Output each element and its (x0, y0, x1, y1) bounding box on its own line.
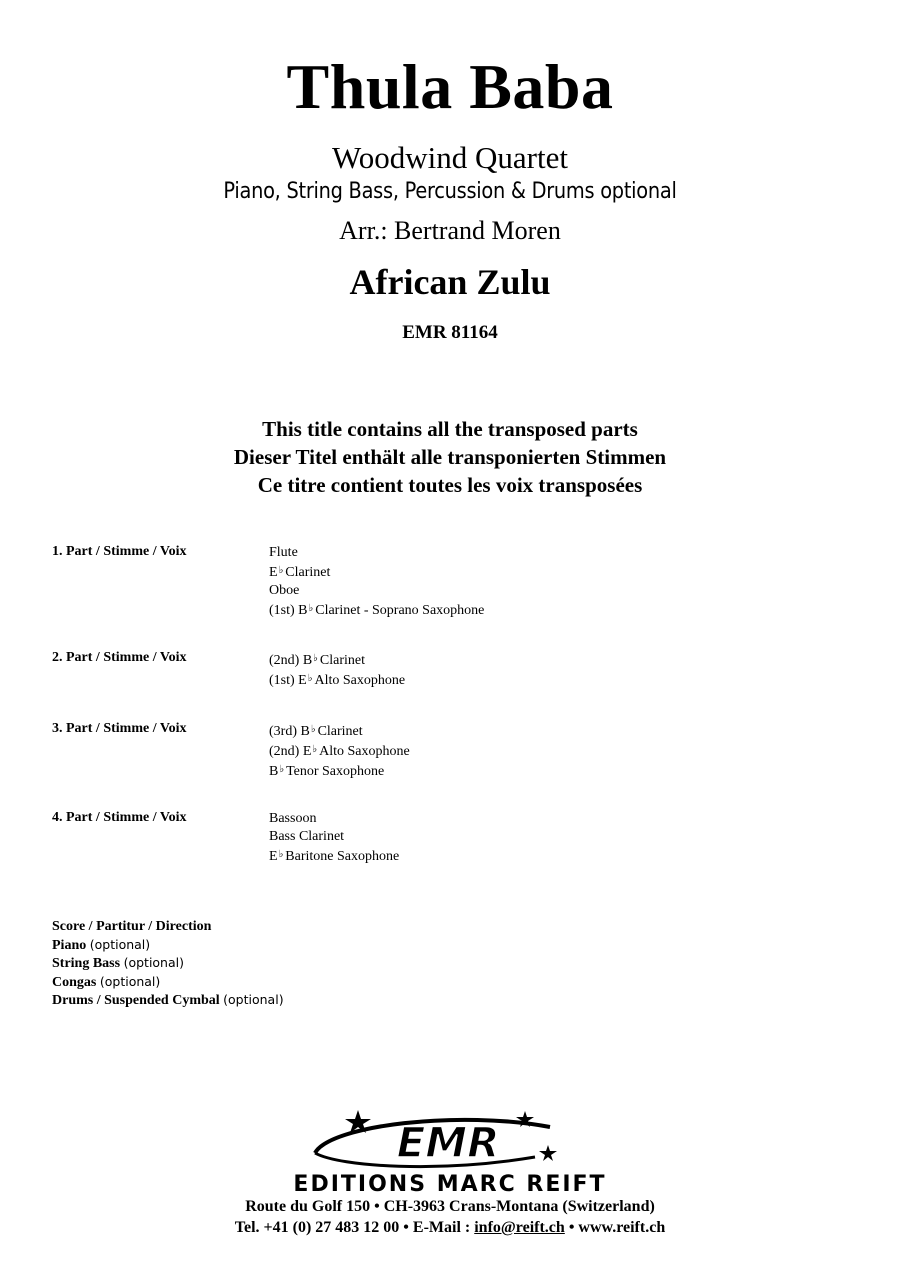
instrument-item (269, 846, 399, 866)
instrument-name: Alto Saxophone (319, 744, 410, 759)
publisher-contact (0, 1219, 900, 1237)
flat-symbol: ♭ (307, 673, 313, 684)
notice-french: Ce titre contient toutes les voix transposées (257, 473, 643, 497)
flat-symbol: ♭ (308, 603, 314, 614)
instrument-item (269, 600, 484, 620)
instrument-order: (2nd) (269, 653, 303, 668)
part-label: 1. Part / Stimme / Voix (52, 544, 187, 559)
optional-note: (optional) (99, 973, 161, 989)
page-title: Thula Baba (286, 51, 614, 122)
flat-symbol: ♭ (278, 849, 284, 860)
instrument-item (269, 828, 399, 846)
flat-symbol: ♭ (278, 565, 284, 576)
flat-symbol: ♭ (313, 653, 318, 664)
contact-phone: Tel. +41 (0) 27 483 12 00 • E-Mail : (234, 1219, 475, 1236)
instrument-key: E (269, 849, 278, 864)
part-label: 4. Part / Stimme / Voix (52, 810, 187, 825)
instrument-name: Baritone Saxophone (285, 849, 400, 864)
additional-part-item (52, 936, 284, 955)
instrument-name: Flute (269, 545, 298, 560)
instrument-name: Tenor Saxophone (286, 764, 385, 779)
instrumentation-line: Piano, String Bass, Percussion & Drums optional (223, 179, 677, 204)
instrument-name: Alto Saxophone (314, 673, 406, 688)
instrument-item (269, 761, 410, 781)
instrument-item (269, 670, 405, 690)
optional-note: (optional) (223, 992, 284, 1007)
optional-note: (optional) (123, 955, 184, 970)
instrument-key: E (302, 744, 312, 759)
instrument-item (269, 741, 410, 761)
email-link[interactable]: info@reift.ch (474, 1219, 565, 1236)
additional-part-name: Score / Partitur / Direction (52, 919, 212, 934)
instrument-name: Clarinet (319, 653, 365, 668)
instrument-name: Clarinet (317, 724, 363, 739)
instrument-key: B (300, 724, 310, 739)
part-instruments (269, 810, 399, 866)
part-instruments (269, 544, 484, 620)
instrument-item (269, 721, 410, 741)
instrument-name: Bassoon (269, 811, 317, 826)
instrument-item (269, 582, 484, 600)
contact-website: • www.reift.ch (564, 1219, 666, 1236)
flat-symbol: ♭ (312, 744, 318, 755)
flat-symbol: ♭ (279, 764, 285, 775)
instrument-name: Clarinet (285, 565, 331, 580)
instrument-key: E (269, 565, 278, 580)
instrument-item (269, 650, 405, 670)
instrument-name: Oboe (269, 583, 300, 598)
instrument-key: B (269, 764, 279, 779)
instrument-item (269, 562, 484, 582)
style-heading: African Zulu (349, 262, 551, 302)
instrument-order: (1st) (269, 673, 299, 688)
additional-part-name: Piano (52, 937, 87, 953)
catalog-number: EMR 81164 (402, 322, 498, 343)
part-instruments (269, 650, 405, 690)
instrument-key: B (298, 603, 308, 618)
additional-part-item (52, 954, 284, 973)
instrument-key: E (298, 673, 307, 688)
instrument-order: (1st) (269, 603, 299, 618)
additional-part-name: Congas (52, 974, 97, 990)
part-label: 3. Part / Stimme / Voix (52, 721, 187, 736)
notice-german: Dieser Titel enthält alle transponierten Stimmen (233, 445, 667, 469)
part-instruments (269, 721, 410, 781)
arranger-credit: Arr.: Bertrand Moren (339, 216, 561, 245)
instrument-item (269, 544, 484, 562)
part-label: 2. Part / Stimme / Voix (52, 650, 187, 665)
instrument-name: Bass Clarinet (269, 829, 345, 844)
optional-note: (optional) (89, 936, 151, 952)
additional-part-name: String Bass (52, 956, 121, 971)
publisher-address: Route du Golf 150 • CH-3963 Crans-Montana (Switzerland) (245, 1198, 655, 1215)
flat-symbol: ♭ (310, 724, 316, 735)
publisher-name: EDITIONS MARC REIFT (293, 1172, 607, 1197)
instrument-order: (3rd) (269, 724, 301, 739)
notice-english: This title contains all the transposed parts (262, 417, 638, 441)
logo-letters: EMR (396, 1118, 500, 1167)
instrument-key: B (302, 653, 313, 668)
additional-part-name: Drums / Suspended Cymbal (52, 993, 220, 1008)
additional-part-item (52, 991, 284, 1010)
additional-part-item (52, 973, 284, 992)
instrument-item (269, 810, 399, 828)
ensemble-subtitle: Woodwind Quartet (332, 140, 568, 175)
additional-parts (52, 918, 284, 1010)
instrument-name: Clarinet - Soprano Saxophone (315, 603, 485, 618)
additional-part-item (52, 918, 284, 936)
instrument-order: (2nd) (269, 744, 303, 759)
